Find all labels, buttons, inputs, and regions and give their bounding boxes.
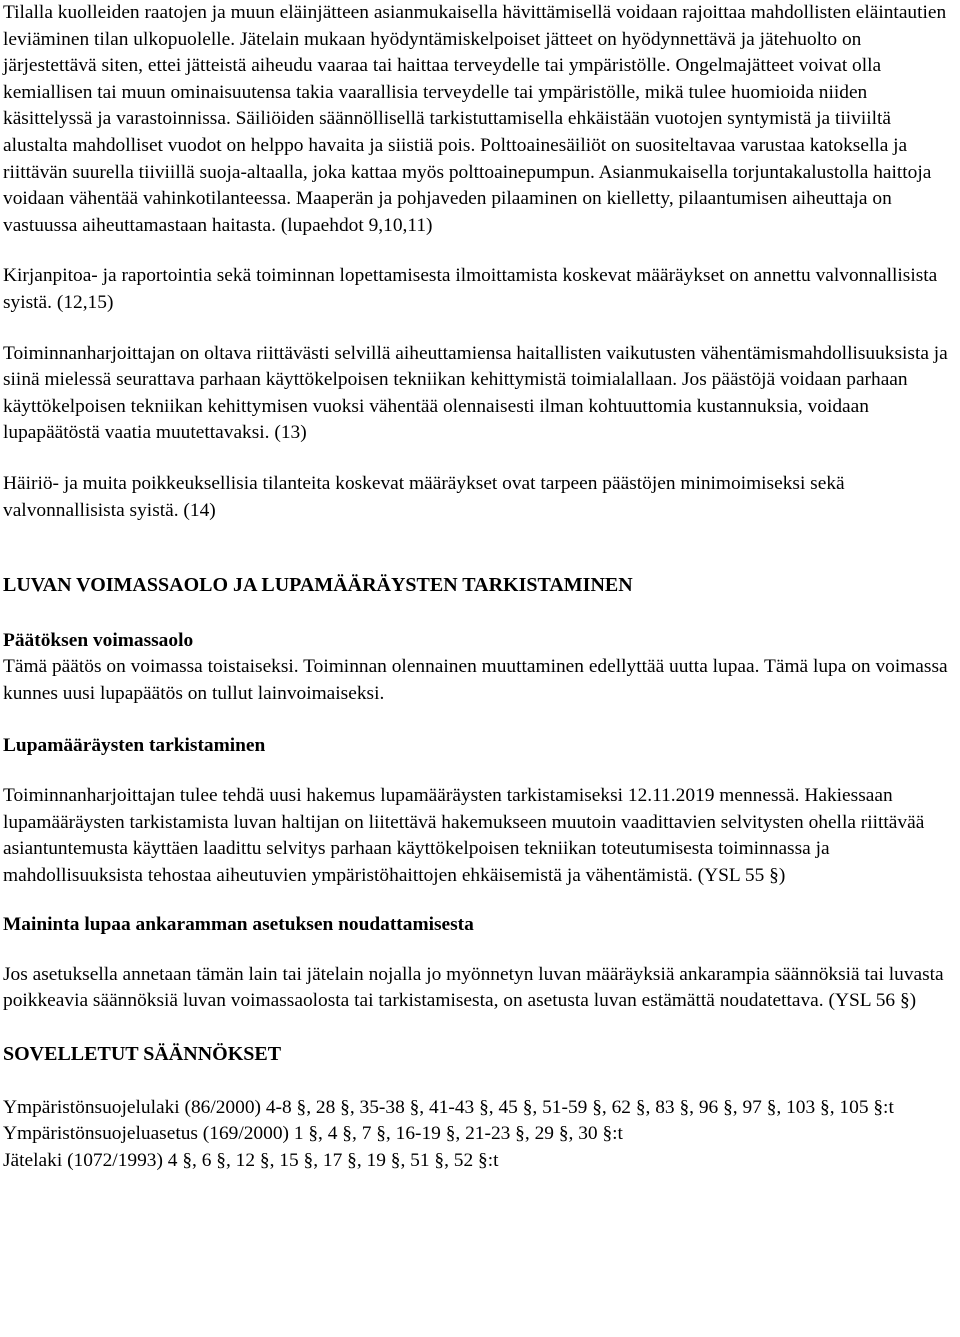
section-heading-validity: LUVAN VOIMASSAOLO JA LUPAMÄÄRÄYSTEN TARKISTAMINEN <box>3 574 633 597</box>
rule-reference: Ympäristönsuojelulaki (86/2000) 4-8 §, 28 §, 35-38 §, 41-43 §, 45 §, 51-59 §, 62 §, 83 §, 96 §, 97 §, 103 §, 105 §:t <box>3 1096 894 1118</box>
subheading-review: Lupamääräysten tarkistaminen <box>3 735 266 757</box>
paragraph-review: Toiminnanharjoittajan tulee tehdä uusi hakemus lupamääräysten tarkistamiseksi 12.11.2019 mennessä. Hakiessaan lupamääräysten tarkistamista luvan haltijan on liitettävä hakemukseen muutoin vaadittavien selvitysten ohella riittävää asiantuntemusta käyttäen laadittu selvitys parhaan käyttökelpoisen tekniikan toteutumisesta toiminnassa ja mahdollisuuksista tehostaa aiheutuvien ympäristöhaittojen ehkäisemistä ja vähentämistä. (YSL 55 §) <box>3 785 925 887</box>
paragraph-bookkeeping: Kirjanpitoa- ja raportointia sekä toiminnan lopettamisesta ilmoittamista koskevat määräykset on annettu valvonnallisista syistä. (12,15) <box>3 265 938 313</box>
paragraph-waste-handling: Tilalla kuolleiden raatojen ja muun eläinjätteen asianmukaisella hävittämisellä voidaan rajoittaa mahdollisten eläintautien leviäminen tilan ulkopuolelle. Jätelain mukaan hyödyntämiskelpoiset jätteet on hyödynnettävä ja jätehuolto on järjestettävä siten, ettei jätteistä aiheudu vaaraa tai haittaa terveydelle tai ympäristölle. Ongelmajätteet voivat olla kemiallisen tai muun ominaisuutensa takia vaarallisia terveydelle tai ympäristölle, mikä tulee huomioida niiden käsittelyssä ja varastoinnissa. Säiliöiden säännöllisellä tarkistuttamisella ehkäistään vuotojen syntymistä ja tiiviiltä alustalta mahdolliset vuodot on helppo havaita ja siistiä pois. Polttoainesäiliöt on suositeltavaa varustaa katoksella ja riittävän suurella tiiviillä suoja-altaalla, joka kattaa myös polttoainepumpun. Asianmukaisella torjuntakalustolla haittoja voidaan vähentää vahinkotilanteessa. Maaperän ja pohjaveden pilaaminen on kielletty, pilaantumisen aiheuttaja on vastuussa aiheuttamastaan haitasta. (lupaehdot 9,10,11) <box>3 2 947 236</box>
rule-reference: Jätelaki (1072/1993) 4 §, 6 §, 12 §, 15 §, 17 §, 19 §, 51 §, 52 §:t <box>3 1150 499 1172</box>
document-page <box>3 0 958 1175</box>
paragraph-best-technique: Toiminnanharjoittajan on oltava riittävästi selvillä aiheuttamiensa haitallisten vaikutusten vähentämismahdollisuuksista ja siinä mielessä seurattava parhaan käyttökelpoisen tekniikan kehittymistä toimialallaan. Jos päästöjä voidaan parhaan käyttökelpoisen tekniikan kehittymisen vuoksi vähentää olennaisesti ilman kohtuuttomia kustannuksia, voidaan lupapäätöstä vaatia muutettavaksi. (13) <box>3 342 948 444</box>
paragraph-decision-validity: Tämä päätös on voimassa toistaiseksi. Toiminnan olennainen muuttaminen edellyttää uutta lupaa. Tämä lupa on voimassa kunnes uusi lupapäätös on tullut lainvoimaiseksi. <box>3 656 948 704</box>
paragraph-disruptions: Häiriö- ja muita poikkeuksellisia tilanteita koskevat määräykset ovat tarpeen päästöjen minimoimiseksi sekä valvonnallisista syistä. (14) <box>3 472 845 521</box>
subheading-decision-validity: Päätöksen voimassaolo <box>3 630 194 652</box>
rule-reference: Ympäristönsuojeluasetus (169/2000) 1 §, 4 §, 7 §, 16-19 §, 21-23 §, 29 §, 30 §:t <box>3 1123 623 1145</box>
applied-rules-list <box>3 1095 958 1175</box>
paragraph-stricter-regulation: Jos asetuksella annetaan tämän lain tai jätelain nojalla jo myönnetyn luvan määräyksiä ankarampia säännöksiä tai luvasta poikkeavia säännöksiä luvan voimassaolosta tai tarkistamisesta, on asetusta luvan estämättä noudatettava. (YSL 56 §) <box>3 963 944 1012</box>
subheading-stricter-regulation: Maininta lupaa ankaramman asetuksen noudattamisesta <box>3 913 474 935</box>
section-heading-applied-rules: SOVELLETUT SÄÄNNÖKSET <box>3 1042 282 1065</box>
